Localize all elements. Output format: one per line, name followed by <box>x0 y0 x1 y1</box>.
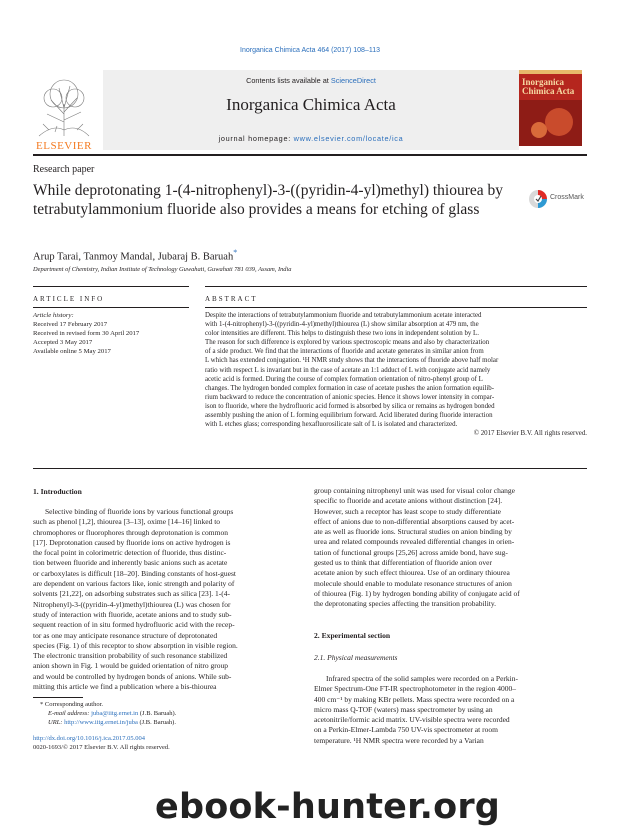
abstract-rule-mid <box>205 307 587 308</box>
doi-link[interactable]: http://dx.doi.org/10.1016/j.ica.2017.05.004 <box>33 735 146 742</box>
intro-line: chromophores or fluorophores through deprotonation is common <box>33 527 228 537</box>
intro-right-line: molecule should enable to modulate resonance structures of anion <box>314 578 512 588</box>
abstract-line: assembly pushing the anion of L forming equilibrium forward. Acid liberated during fluoride interaction <box>205 412 493 420</box>
journal-banner <box>103 70 519 150</box>
abstract-line: acetic acid is formed. During the course of complex formation orientation of nitro-phenyl group of L <box>205 375 483 383</box>
intro-right-line: However, such a receptor has least scope to study differentiate <box>314 506 501 516</box>
issn-line: 0020-1693/© 2017 Elsevier B.V. All rights reserved. <box>33 743 170 751</box>
abstract-heading: ABSTRACT <box>205 295 258 303</box>
intro-line: tor as one may anticipate resonance structure of deprotonated <box>33 630 218 640</box>
journal-homepage <box>103 134 519 143</box>
crossmark-badge[interactable] <box>528 189 598 211</box>
footnotes <box>40 701 290 727</box>
experimental-body <box>314 674 587 746</box>
intro-line: sequent reaction of in situ formed hydrofluoric acid with the recep- <box>33 620 235 630</box>
journal-cover-thumbnail <box>519 70 582 146</box>
intro-line: mitting this article we find a publication where a bis-thiourea <box>33 682 217 692</box>
corresponding-author-mark[interactable]: * <box>233 248 238 257</box>
intro-line: Nitrophenyl)-3-((pyridin-4-yl)methyl)thiourea (L) was chosen for <box>33 599 231 609</box>
intro-line: study of interaction with fluoride, acetate anions and to study sub- <box>33 609 232 619</box>
intro-line: Selective binding of fluoride ions by various functional groups <box>45 507 234 516</box>
contents-availability <box>103 76 519 85</box>
intro-line: and would be controlled by hydrogen bonds of anions. While sub- <box>33 671 232 681</box>
abstract-line: ratio with respect L is invariant but in the case of acetate an 1:1 adduct of L with conjugate acid namely <box>205 366 491 374</box>
email-label: E-mail address: <box>48 709 92 717</box>
section-introduction-heading: 1. Introduction <box>33 487 82 496</box>
intro-right-line: gested us to think that differentiation of fluoride anion over <box>314 558 492 568</box>
intro-line: the focal point in colorimetric detection of fluoride, thus distinc- <box>33 548 227 558</box>
email-note <box>40 710 290 719</box>
intro-line: are dependent on various factors like, ionic strength and polarity of <box>33 579 235 589</box>
experimental-line: acetonitrile/formic acid matrix. UV-visible spectra were recorded <box>314 715 510 725</box>
abstract-line: ison to fluoride, where the hydrofluoric acid formed is absorbed by silica or remains as hydrogen bonded <box>205 402 495 410</box>
elsevier-tree-icon <box>33 74 95 138</box>
journal-reference[interactable]: Inorganica Chimica Acta 464 (2017) 108–113 <box>240 47 380 54</box>
article-title: While deprotonating 1-(4-nitrophenyl)-3-((pyridin-4-yl)methyl) thiourea by tetrabutylammonium fluoride also provides a means for etching of glass <box>33 182 504 218</box>
abstract-line: color intensities are different. This helps to distinguish these two ions in independent solution by L. <box>205 330 479 338</box>
homepage-link[interactable]: www.elsevier.com/locate/ica <box>293 134 404 143</box>
author-list <box>33 248 237 263</box>
authors-text: Arup Tarai, Tanmoy Mandal, Jubaraj B. Baruah <box>33 251 234 263</box>
url-link[interactable]: http://www.iitg.ernet.in/juba <box>64 718 138 726</box>
history-received: Received 17 February 2017 <box>33 321 108 329</box>
intro-right-line: acetate anion by such effect thiourea. Use of an ordinary thiourea <box>314 568 510 578</box>
introduction-left-column <box>33 507 295 692</box>
elsevier-logo <box>33 74 95 152</box>
article-info-rule-top <box>33 286 189 287</box>
contents-prefix: Contents lists available at <box>246 76 331 85</box>
article-history <box>33 311 189 356</box>
experimental-line: on a Perkin-Elmer-Lambda 750 UV-vis spectrometer at room <box>314 725 498 735</box>
intro-right-line: effect of anions due to non-differential absorptions caused by acet- <box>314 516 515 526</box>
abstract-rule-top <box>205 286 587 287</box>
experimental-line: 400 cm⁻¹ by making KBr pellets. Mass spectra were recorded on a <box>314 694 515 704</box>
masthead-divider <box>33 154 587 156</box>
history-accepted: Accepted 3 May 2017 <box>33 339 93 347</box>
abstract-line: with L etches glass; corresponding hexafluorosilicate salt of L is isolated and characterized. <box>205 421 458 429</box>
experimental-line: Infrared spectra of the solid samples were recorded on a Perkin- <box>326 674 519 683</box>
sciencedirect-link[interactable]: ScienceDirect <box>330 76 376 85</box>
journal-name: Inorganica Chimica Acta <box>226 95 396 114</box>
url-label: URL: <box>48 718 65 726</box>
abstract-line: changes. The hydrogen bonded complex formation in case of acetate pushes the anion formation equilib- <box>205 384 494 392</box>
history-online: Available online 5 May 2017 <box>33 348 111 356</box>
subsection-physical-measurements: 2.1. Physical measurements <box>314 653 398 662</box>
intro-right-line: ate as well as fluoride ions. Structural studies on anion binding by <box>314 527 512 537</box>
abstract-line: of a side product. We find that the interactions of fluoride and acetate generates in similar anion from <box>205 348 484 356</box>
intro-right-line: specific to fluoride and acetate anions without distinction [24]. <box>314 496 503 506</box>
crossmark-label: CrossMark <box>550 194 584 201</box>
intro-line: or carboxylates is difficult [18–20]. Binding constants of host-guest <box>33 568 236 578</box>
corresponding-author-note: * Corresponding author. <box>40 701 104 708</box>
url-suffix: (J.B. Baruah). <box>137 718 176 726</box>
abstract-line: The reason for such difference is explored by various spectroscopic means and also by characterization <box>205 339 490 347</box>
footnote-rule <box>33 697 83 698</box>
cover-title-line2: Chimica Acta <box>522 86 575 96</box>
intro-right-line: urea and related compounds revealed differential changes in orien- <box>314 537 515 547</box>
cover-title-line1: Inorganica <box>522 77 565 87</box>
affiliation: Department of Chemistry, Indian Institute of Technology Guwahati, Guwahati 781 039, Assam, India <box>33 266 292 273</box>
section-experimental-heading: 2. Experimental section <box>314 631 391 640</box>
experimental-line: Elmer Spectrum-One FT-IR spectrophotometer in the region 4000– <box>314 684 516 694</box>
intro-right-line: the deprotonating species affecting the transition probability. <box>314 599 497 609</box>
intro-right-line: of thiourea (Fig. 1) by hydrogen bonding ability of conjugate acid of <box>314 588 520 598</box>
intro-line: anion shown in Fig. 1 would be guided orientation of nitro group <box>33 661 228 671</box>
abstract-body <box>205 311 587 438</box>
history-label: Article history: <box>33 312 74 319</box>
abstract-line: L which has extended conjugation. ¹H NMR study shows that the interactions of fluoride above half molar <box>205 357 499 365</box>
cover-title <box>522 78 574 96</box>
intro-line: such as phenol [1,2], thiourea [3–13], oxime [14–16] linked to <box>33 517 221 527</box>
experimental-line: micro mass Q-TOF (waters) mass spectrometer by using an <box>314 704 493 714</box>
url-note <box>40 719 290 728</box>
article-type: Research paper <box>33 164 95 175</box>
journal-masthead <box>33 70 587 152</box>
intro-line: The electronic transition probability of such resonance stabilized <box>33 651 228 661</box>
history-revised: Received in revised form 30 April 2017 <box>33 330 140 338</box>
introduction-right-column <box>314 486 587 610</box>
elsevier-wordmark: ELSEVIER <box>36 140 92 152</box>
intro-line: tion between fluoride and inherently basic anions such as acetate <box>33 558 228 568</box>
watermark: ebook-hunter.org <box>155 787 501 827</box>
abstract-rule-bottom <box>33 468 587 469</box>
intro-right-line: group containing nitrophenyl unit was used for visual color change <box>314 486 515 495</box>
article-info-rule-mid <box>33 307 189 308</box>
intro-right-line: tation of functional groups [25,26] across amide bond, have sug- <box>314 547 508 557</box>
abstract-line: Despite the interactions of tetrabutylammonium fluoride and tetrabutylammonium acetate interacted <box>205 312 482 319</box>
experimental-line: temperature. ¹H NMR spectra were recorded by a Varian <box>314 735 484 745</box>
article-identifiers <box>33 735 293 753</box>
email-link[interactable]: juba@iitg.ernet.in <box>91 709 139 717</box>
abstract-copyright: © 2017 Elsevier B.V. All rights reserved. <box>473 430 587 438</box>
intro-line: [17]. Deprotonation caused by fluoride ions on active hydrogen is <box>33 537 231 547</box>
intro-line: solvents [21,22], on adsorbing substrates such as silica [23]. 1-(4- <box>33 589 231 599</box>
intro-line: species (Fig. 1) of this receptor to show absorption in visible region. <box>33 640 238 650</box>
email-suffix: (J.B. Baruah). <box>138 709 177 717</box>
article-info-heading: ARTICLE INFO <box>33 295 105 303</box>
homepage-prefix: journal homepage: <box>218 134 294 143</box>
crossmark-icon <box>528 189 548 209</box>
abstract-line: with 1-(4-nitrophenyl)-3-((pyridin-4-yl)methyl)thiourea (L) show similar absorption at 479 nm, the <box>205 321 479 329</box>
abstract-line: rium backward to reduce the concentration of anionic species. Hence it shows lower intensity in compar- <box>205 393 495 401</box>
